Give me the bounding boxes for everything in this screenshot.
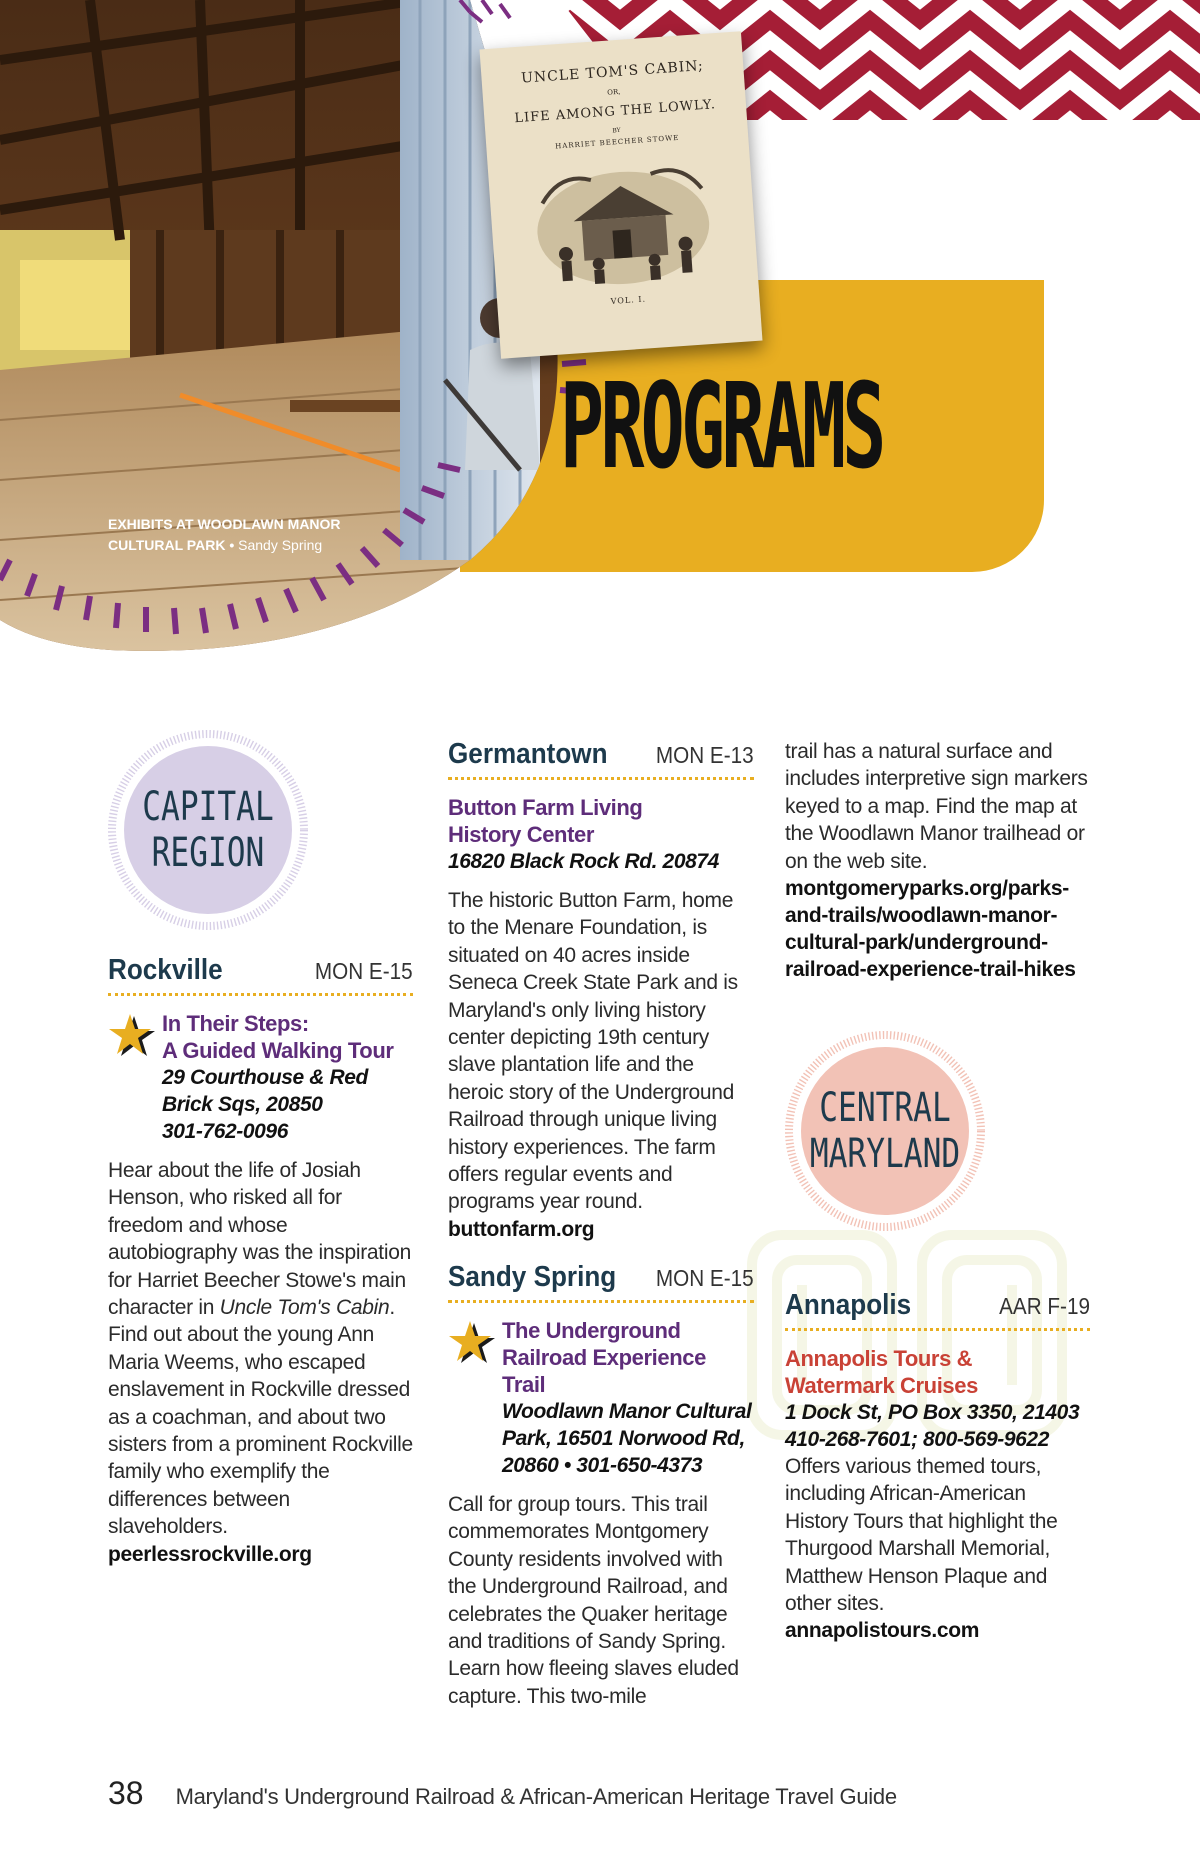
city-name: Rockville bbox=[108, 954, 223, 986]
listing-name-line1: Button Farm Living bbox=[448, 795, 643, 820]
region-label-line1: CENTRAL bbox=[819, 1085, 951, 1132]
website-link[interactable]: montgomeryparks.org/parks-and-trails/woodlawn-manor-cultural-park/underground-railroad-experience-trail-hikes bbox=[785, 877, 1076, 982]
city-name: Sandy Spring bbox=[448, 1260, 617, 1293]
description-part1: Hear about the life of Josiah Henson, who risked all for freedom and whose autobiography was the inspiration for Harriet Beecher Stowe's main character in bbox=[108, 1159, 411, 1320]
book-by: BY bbox=[612, 126, 621, 135]
listing-address: 1 Dock St, PO Box 3350, 21403 bbox=[785, 1401, 1080, 1425]
page-footer bbox=[108, 1775, 1108, 1815]
book-or: OR, bbox=[606, 87, 621, 97]
listing-name-line2: A Guided Walking Tour bbox=[162, 1038, 394, 1063]
star-icon bbox=[448, 1317, 500, 1369]
region-label-line2: MARYLAND bbox=[809, 1131, 961, 1178]
listing-address-line2: Park, 16501 Norwood Rd, bbox=[502, 1426, 745, 1450]
listing-phone: 410-268-7601; 800-569-9622 bbox=[785, 1428, 1049, 1452]
listing-description bbox=[108, 1157, 413, 1541]
city-name: Germantown bbox=[448, 738, 608, 770]
listing-address-line1: Woodlawn Manor Cultural bbox=[502, 1399, 752, 1423]
city-heading-sandy-spring bbox=[448, 1261, 754, 1303]
website-link[interactable]: annapolistours.com bbox=[785, 1619, 980, 1643]
listing-description: Offers various themed tours, including African-American History Tours that highlight the Thurgood Marshall Memorial, Matthew Henson Plaque and other sites. bbox=[785, 1455, 1058, 1616]
region-label-line2: REGION bbox=[151, 830, 265, 876]
listing-address-line3: 20860 • 301-650-4373 bbox=[502, 1453, 703, 1477]
map-grid-code: MON E-15 bbox=[656, 1264, 754, 1291]
listing-name-line2: History Center bbox=[448, 822, 594, 847]
description-book-title: Uncle Tom's Cabin bbox=[219, 1296, 390, 1320]
listing-in-their-steps bbox=[108, 1010, 413, 1145]
photo-caption bbox=[108, 514, 368, 556]
listing-name-line2: Watermark Cruises bbox=[785, 1373, 978, 1399]
listing-name-line1: In Their Steps: bbox=[162, 1011, 309, 1036]
map-grid-code: AAR F-19 bbox=[999, 1293, 1090, 1320]
column-2 bbox=[448, 738, 754, 1710]
listing-phone: 301-762-0096 bbox=[162, 1120, 288, 1143]
map-grid-code: MON E-13 bbox=[656, 742, 754, 768]
book-subtitle: LIFE AMONG THE LOWLY. bbox=[514, 97, 717, 127]
listing-address-line1: 29 Courthouse & Red bbox=[162, 1066, 368, 1089]
listing-name-line1: The Underground bbox=[502, 1317, 681, 1343]
city-name: Annapolis bbox=[785, 1289, 912, 1322]
page-number: 38 bbox=[108, 1775, 144, 1811]
star-icon bbox=[108, 1010, 160, 1062]
region-label bbox=[807, 1031, 963, 1231]
website-link[interactable]: buttonfarm.org bbox=[448, 1217, 595, 1241]
guide-title: Maryland's Underground Railroad & African-American Heritage Travel Guide bbox=[175, 1784, 897, 1809]
page-title: PROGRAMS bbox=[560, 357, 883, 495]
column-3 bbox=[785, 738, 1090, 1644]
book-author: HARRIET BEECHER STOWE bbox=[554, 133, 680, 151]
website-link[interactable]: peerlessrockville.org bbox=[108, 1542, 312, 1566]
listing-underground-railroad-trail bbox=[448, 1317, 754, 1479]
capital-region-badge bbox=[108, 730, 308, 930]
description-part2: . Find out about the young Ann Maria Weems, who escaped enslavement in Rockville dressed as a coachman, and about two sisters from a prominent Rockville family who exemplify the differences between slaveholders. bbox=[108, 1296, 413, 1539]
uncle-toms-cabin-book-cover bbox=[480, 31, 763, 359]
header-artwork bbox=[0, 0, 1200, 720]
column-1 bbox=[108, 730, 413, 1568]
city-heading-rockville bbox=[108, 954, 413, 996]
photo-caption-title: EXHIBITS AT WOODLAWN MANOR CULTURAL PARK • bbox=[108, 516, 341, 553]
listing-description: The historic Button Farm, home to the Menare Foundation, is situated on 40 acres inside Seneca Creek State Park and is Maryland's only living history center depicting 19th century slave plantation life and the heroic story of the Underground Railroad through unique living history experiences. The farm offers regular events and programs year round. bbox=[448, 889, 738, 1214]
listing-description-continued: trail has a natural surface and includes interpretive sign markers keyed to a map. Find the map at the Woodlawn Manor trailhead or on the web site. bbox=[785, 740, 1088, 873]
cabin-engraving-illustration bbox=[530, 152, 717, 294]
map-grid-code: MON E-15 bbox=[315, 958, 413, 984]
listing-description: Call for group tours. This trail commemorates Montgomery County residents involved with the Underground Railroad, and celebrates the Quaker heritage and traditions of Sandy Spring. Learn how fleeing slaves eluded capture. This two-mile bbox=[448, 1492, 739, 1708]
book-volume: VOL. I. bbox=[610, 294, 647, 306]
region-label bbox=[130, 730, 286, 930]
city-heading-germantown bbox=[448, 738, 754, 780]
city-heading-annapolis bbox=[785, 1289, 1090, 1331]
book-title: UNCLE TOM'S CABIN; bbox=[520, 57, 705, 87]
listing-address-line2: Brick Sqs, 20850 bbox=[162, 1093, 323, 1116]
listing-name-line2: Railroad Experience Trail bbox=[502, 1344, 706, 1397]
central-maryland-badge bbox=[785, 1031, 985, 1231]
region-label-line1: CAPITAL bbox=[142, 784, 274, 830]
photo-caption-location: Sandy Spring bbox=[238, 537, 323, 553]
listing-address: 16820 Black Rock Rd. 20874 bbox=[448, 850, 719, 873]
listing-name-line1: Annapolis Tours & bbox=[785, 1346, 973, 1372]
